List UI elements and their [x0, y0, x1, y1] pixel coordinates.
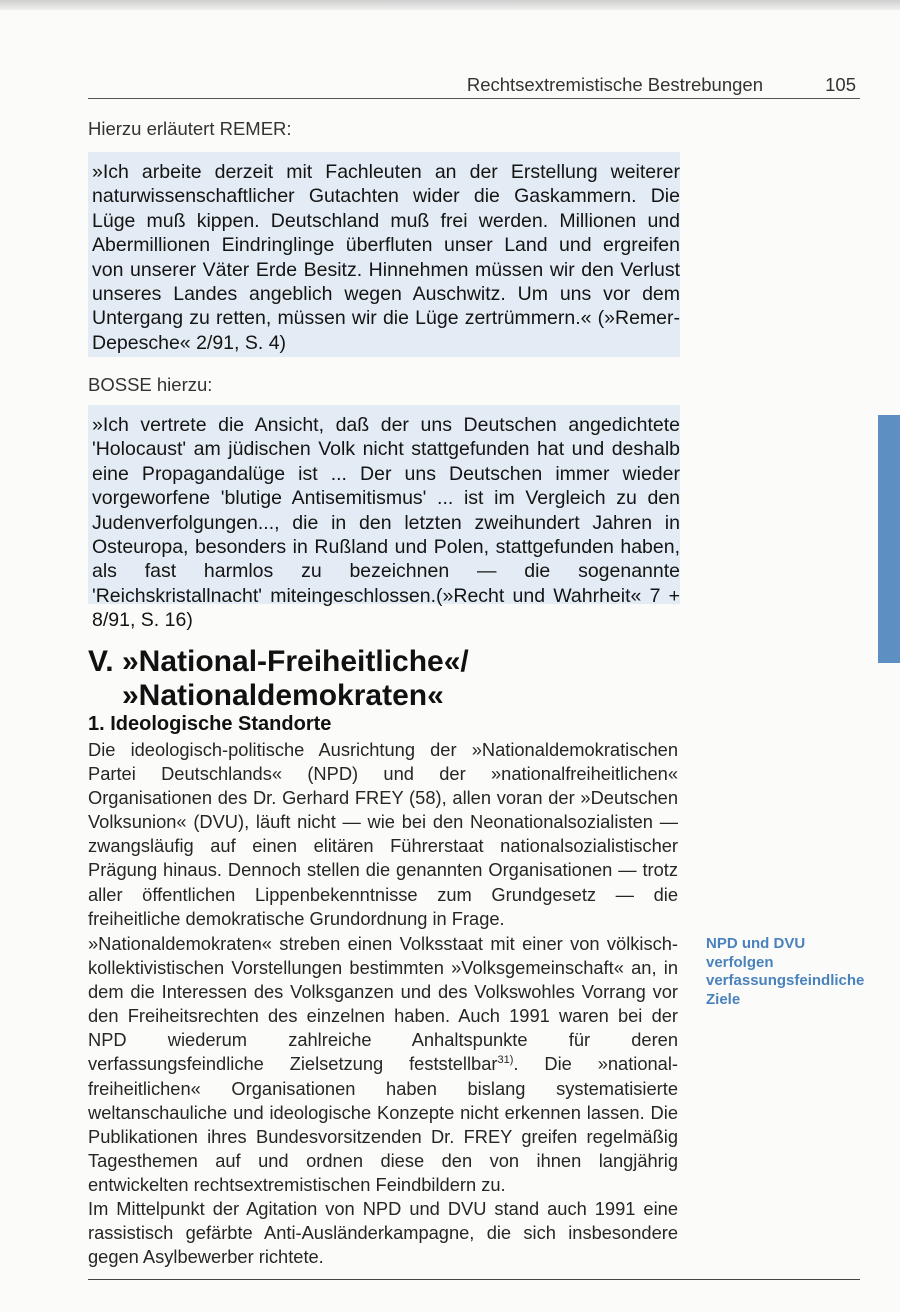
bosse-intro: BOSSE hierzu: [88, 374, 213, 395]
footnote-reference: 31) [497, 1054, 514, 1067]
paragraph-2-text-a: »Nationaldemokraten« streben einen Volksstaat mit einer von völkisch-kollektivistischen Vorstellungen bestimmten »Volksgemeinschaft« an, in dem die Interessen des Volksganzen und des Volkswohles Vorrang vor den Freiheitsrechten des einzelnen haben. Auch 1991 waren bei der NPD wiederum zahlreiche Anhaltspunkte für deren verfassungsfeindliche Zielsetzung feststellbar [88, 933, 678, 1075]
chapter-number: V. [88, 645, 114, 678]
page-number: 105 [825, 74, 856, 95]
chapter-heading [88, 645, 469, 713]
chapter-tab-marker [878, 415, 900, 663]
running-head-title: Rechtsextremistische Bestrebungen [466, 74, 763, 95]
section-heading: 1. Ideologische Standorte [88, 713, 332, 735]
paragraph-2-text-b: . Die »national- freiheitlichen« Organisationen haben bislang systematisierte weltanschauliche und ideologische Konzepte nicht erkennen lassen. Die Publikationen ihres Bundesvorsitzenden Dr. FREY greifen regelmäßig Tagesthemen auf und ordnen diese den von ihnen langjährig entwickelten rechtsextremistischen Feindbildern zu. [88, 1053, 678, 1195]
paragraph-nationaldemokraten [88, 932, 678, 1197]
bottom-rule [88, 1279, 860, 1280]
page-top-shadow [0, 0, 900, 10]
paragraph-ideological-orientation: Die ideologisch-politische Ausrichtung der »Nationaldemokratischen Partei Deutschlands« (NPD) und der »nationalfreiheitlichen« Organisationen des Dr. Gerhard FREY (58), allen voran der »Deutschen Volksunion« (DVU), läuft nicht — wie bei den Neonationalsozialisten — zwangsläufig auf einen elitären Führerstaat nationalsozialistischer Prägung hinaus. Dennoch stellen die genannten Organisationen — trotz aller öffentlichen Lippenbekenntnisse zum Grundgesetz — die freiheitliche demokratische Grundordnung in Frage. [88, 739, 678, 929]
margin-note: NPD und DVU verfolgen verfassungsfeindliche Ziele [706, 935, 865, 1008]
remer-quote: »Ich arbeite derzeit mit Fachleuten an der Erstellung weiterer naturwissenschaftlicher Gutachten wider die Gaskammern. Die Lüge muß kippen. Deutschland muß frei werden. Millionen und Abermillionen Eindringlinge überfluten unser Land und ergreifen von unserer Väter Erde Besitz. Hinnehmen müssen wir den Verlust unseres Landes angeblich wegen Auschwitz. Um uns vor dem Untergang zu retten, müssen wir die Lüge zertrümmern.« (»Remer-Depesche« 2/91, S. 4) [88, 152, 680, 357]
remer-intro: Hierzu erläutert REMER: [88, 118, 292, 139]
bosse-quote: »Ich vertrete die Ansicht, daß der uns Deutschen angedichtete 'Holocaust' am jüdischen Volk nicht stattgefunden hat und deshalb eine Propagandalüge ist ... Der uns Deutschen immer wieder vorgeworfene 'blutige Antisemitismus' ... ist im Vergleich zu den Judenverfolgungen..., die in den letzten zweihundert Jahren in Osteuropa, besonders in Rußland und Polen, stattgefunden haben, als fast harmlos zu bezeichnen — die sogenannte 'Reichskristallnacht' miteingeschlossen.(»Recht und Wahrheit« 7 + 8/91, S. 16) [88, 405, 680, 604]
chapter-title-line-1: »National-Freiheitliche«/ [122, 645, 469, 678]
paragraph-agitation: Im Mittelpunkt der Agitation von NPD und DVU stand auch 1991 eine rassistisch gefärbte Anti-Ausländerkampagne, die sich insbesondere gegen Asylbewerber richtete. [88, 1198, 678, 1268]
chapter-title-line-2: »Nationaldemokraten« [122, 679, 444, 712]
running-head [88, 72, 860, 99]
